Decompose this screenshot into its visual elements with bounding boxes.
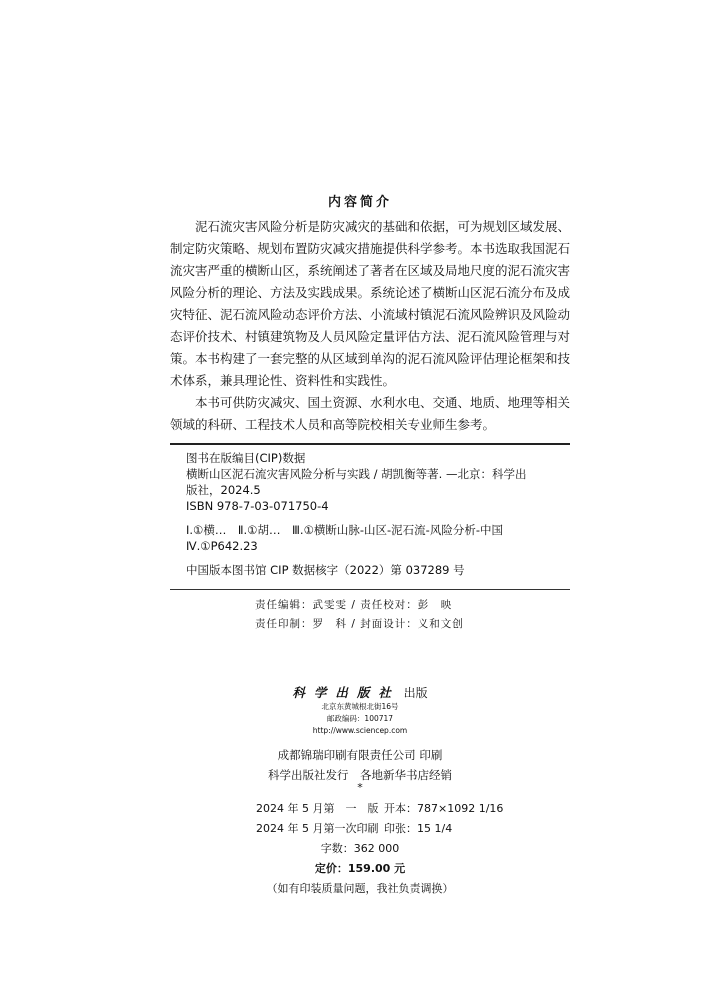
edition: 2024 年 5 月第 一 版	[256, 802, 379, 815]
intro-paragraph: 本书可供防灾减灾、国土资源、水利水电、交通、地质、地理等相关领域的科研、工程技术人员和高等院校相关专业师生参考。	[170, 395, 571, 432]
spec-row	[0, 819, 720, 839]
spec-row	[0, 859, 720, 879]
printer-name: 成都锦瑞印刷有限责任公司 印刷	[277, 748, 443, 762]
printing-block	[0, 745, 720, 785]
cip-number: 中国版本图书馆 CIP 数据核字（2022）第 037289 号	[186, 563, 465, 577]
spacer	[186, 554, 566, 562]
publisher-website: http://www.sciencep.com	[312, 726, 408, 735]
intro-body	[170, 216, 570, 436]
publisher-logo: 科学出版社	[292, 685, 400, 700]
cip-bottom-rule	[170, 589, 570, 590]
publisher-suffix: 出版	[403, 686, 428, 700]
cip-record	[186, 450, 566, 578]
specs-block	[0, 799, 720, 899]
intro-title: 内容简介	[327, 195, 392, 210]
cip-classification: Ⅳ.①P642.23	[186, 539, 258, 553]
cip-heading: 图书在版编目(CIP)数据	[186, 451, 306, 465]
price: 定价：159.00 元	[314, 862, 406, 875]
spec-row	[0, 839, 720, 859]
cip-classification: Ⅰ.①横… Ⅱ.①胡… Ⅲ.①横断山脉-山区-泥石流-风险分析-中国	[186, 523, 503, 537]
staff-line: 责任编辑：武雯雯 / 责任校对：彭 映	[255, 599, 453, 611]
publisher-address: 北京东黄城根北街16号	[321, 702, 399, 711]
cip-record-line: 横断山区泥石流灾害风险分析与实践 / 胡凯衡等著. —北京：科学出	[186, 467, 527, 481]
publisher-postcode: 邮政编码：100717	[326, 714, 394, 723]
separator-star: *	[357, 781, 363, 794]
spec-row	[0, 799, 720, 819]
format: 开本：787×1092 1/16	[384, 802, 504, 815]
word-count: 字数：362 000	[320, 842, 400, 855]
cip-top-rule	[170, 443, 570, 445]
publisher-address-block	[0, 701, 720, 737]
publisher-line	[0, 683, 720, 701]
distribution-line: 科学出版社发行 各地新华书店经销	[268, 768, 452, 782]
cip-isbn: ISBN 978-7-03-071750-4	[186, 499, 329, 513]
sheets: 印张：15 1/4	[384, 822, 453, 835]
intro-paragraph: 泥石流灾害风险分析是防灾减灾的基础和依据，可为规划区域发展、制定防灾策略、规划布置防灾减灾措施提供科学参考。本书选取我国泥石流灾害严重的横断山区，系统阐述了著者在区域及局地尺度的泥石流灾害风险分析的理论、方法及实践成果。系统论述了横断山区泥石流分布及成灾特征、泥石流风险动态评价方法、小流域村镇泥石流风险辨识及风险动态评价技术、村镇建筑物及人员风险定量评估方法、泥石流风险管理与对策。本书构建了一套完整的从区域到单沟的泥石流风险评估理论框架和技术体系，兼具理论性、资料性和实践性。	[170, 219, 571, 388]
staff-line: 责任印制：罗 科 / 封面设计：义和文创	[255, 618, 464, 630]
cip-record-line: 版社，2024.5	[186, 483, 261, 497]
staff-credits	[255, 596, 555, 634]
spacer	[186, 514, 566, 522]
quality-notice: （如有印装质量问题，我社负责调换）	[266, 882, 454, 895]
spec-row	[0, 879, 720, 899]
impression: 2024 年 5 月第一次印刷	[256, 822, 379, 835]
